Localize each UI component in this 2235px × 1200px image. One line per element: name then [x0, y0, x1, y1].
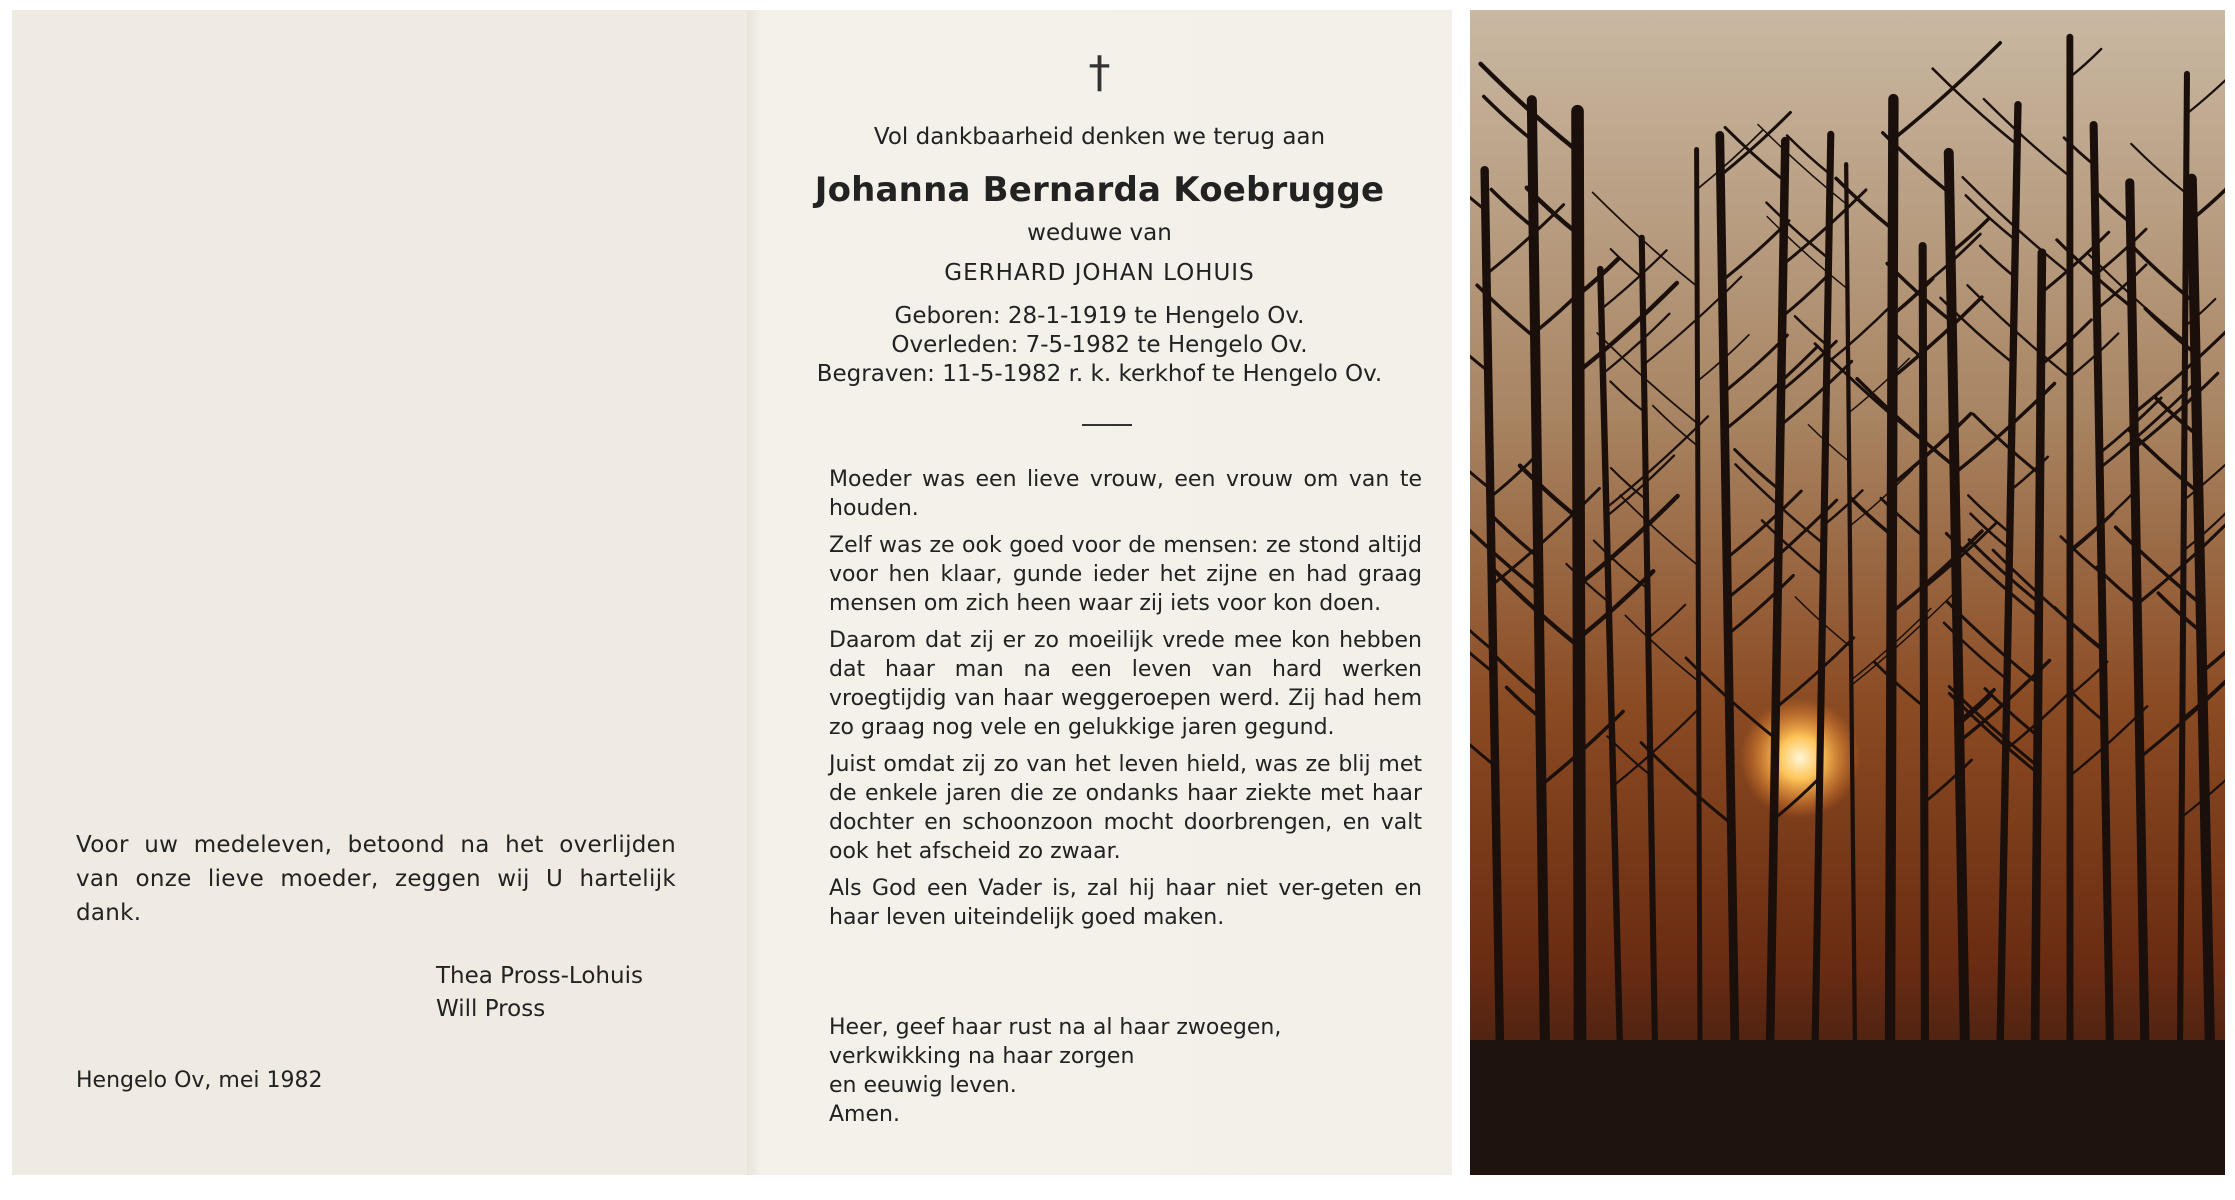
paragraph: Moeder was een lieve vrouw, een vrouw om van te houden.: [829, 467, 1422, 521]
paragraph: Als God een Vader is, zal hij haar niet ver-geten en haar leven uiteindelijk goed maken.: [829, 876, 1422, 930]
thanks-page: [12, 10, 747, 1175]
signers: [436, 960, 643, 1026]
husband-name: GERHARD JOHAN LOHUIS: [944, 260, 1255, 286]
tree-trunk: [1697, 150, 1700, 1050]
memorial-text: [829, 465, 1422, 940]
place-date: Hengelo Ov, mei 1982: [76, 1068, 323, 1093]
photo-page: [1470, 10, 2225, 1175]
paragraph: Zelf was ze ook goed voor de mensen: ze stond altijd voor hen klaar, gunde ieder het zijne en had graag mensen om zich heen waar zij iets voor kon doen.: [829, 533, 1422, 616]
prayer-line: Heer, geef haar rust na al haar zwoegen,: [829, 1015, 1282, 1040]
tree-trunk: [1890, 99, 1893, 1050]
prayer-line: verkwikking na haar zorgen: [829, 1044, 1135, 1069]
dates-block: [747, 302, 1452, 389]
prayer: [829, 1013, 1281, 1129]
date-died: Overleden: 7-5-1982 te Hengelo Ov.: [891, 332, 1308, 358]
intro-text: Vol dankbaarheid denken we terug aan: [873, 124, 1326, 150]
prayer-line: Amen.: [829, 1102, 900, 1127]
date-buried: Begraven: 11-5-1982 r. k. kerkhof te Hengelo Ov.: [816, 361, 1383, 387]
sunset-trees-icon: [1470, 10, 2225, 1175]
signer-2: Will Pross: [436, 996, 546, 1022]
memorial-page: [747, 10, 1452, 1175]
tree-trunk: [1578, 111, 1580, 1050]
date-born: Geboren: 28-1-1919 te Hengelo Ov.: [894, 303, 1305, 329]
cross-icon: †: [1088, 47, 1111, 98]
signer-1: Thea Pross-Lohuis: [436, 963, 643, 989]
widow-of-text: weduwe van: [1027, 220, 1172, 246]
tree-trunk: [1923, 246, 1925, 1050]
thanks-message: Voor uw medeleven, betoond na het overlijden van onze lieve moeder, zeggen wij U hartelijk dank.: [76, 832, 676, 926]
deceased-name: Johanna Bernarda Koebrugge: [814, 170, 1385, 210]
paragraph: Daarom dat zij er zo moeilijk vrede mee kon hebben dat haar man na een leven van hard werken vroegtijdig van haar weggeroepen werd. Zij had hem zo graag nog vele en gelukkige jaren gegund.: [829, 628, 1422, 740]
divider: [1082, 424, 1132, 426]
prayer-line: en eeuwig leven.: [829, 1073, 1017, 1098]
paragraph: Juist omdat zij zo van het leven hield, was ze blij met de enkele jaren die ze ondanks haar ziekte met haar dochter en schoonzoon mocht doorbrengen, en valt ook het afscheid zo zwaar.: [829, 752, 1422, 864]
